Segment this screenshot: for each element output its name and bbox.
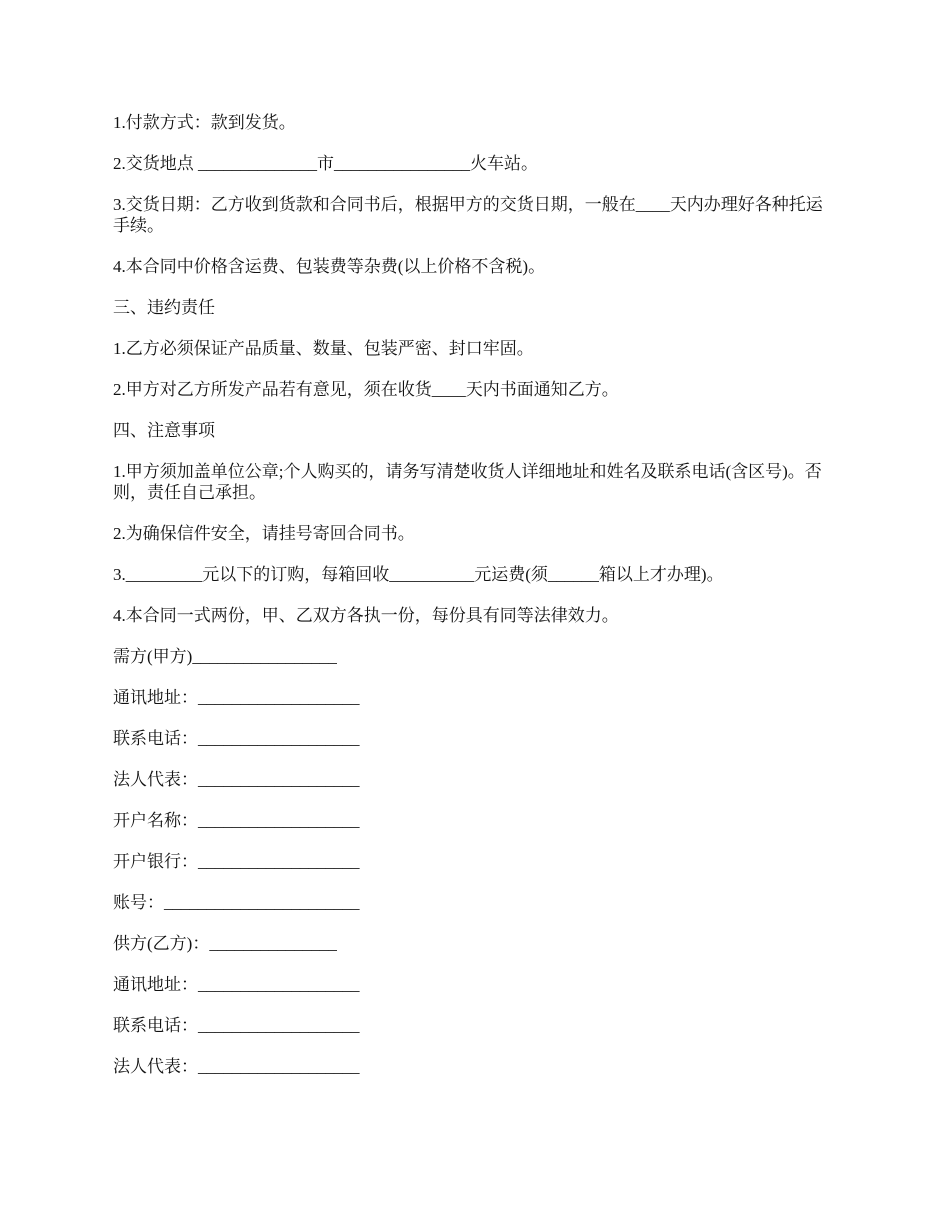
delivery-location-clause: 2.交货地点 ______________市________________火车站。 [113, 154, 538, 173]
liability-clause-1: 1.乙方必须保证产品质量、数量、包装严密、封口牢固。 [113, 339, 534, 358]
payment-method-clause: 1.付款方式：款到发货。 [113, 113, 296, 132]
notes-clause-1: 1.甲方须加盖单位公章;个人购买的，请务写清楚收货人详细地址和姓名及联系电话(含区号)。否则，责任自己承担。 [113, 462, 822, 502]
liability-clause-2: 2.甲方对乙方所发产品若有意见，须在收货____天内书面通知乙方。 [113, 380, 619, 399]
seller-party-line: 供方(乙方)：_______________ [113, 934, 337, 953]
buyer-account-number-line: 账号：_______________________ [113, 893, 360, 912]
buyer-phone-line: 联系电话：___________________ [113, 729, 360, 748]
notes-clause-4: 4.本合同一式两份，甲、乙双方各执一份，每份具有同等法律效力。 [113, 606, 619, 625]
buyer-address-line: 通讯地址：___________________ [113, 688, 360, 707]
seller-phone-line: 联系电话：___________________ [113, 1016, 360, 1035]
notes-clause-2: 2.为确保信件安全，请挂号寄回合同书。 [113, 524, 415, 543]
buyer-party-line: 需方(甲方)_________________ [113, 647, 337, 666]
seller-legal-rep-line: 法人代表：___________________ [113, 1057, 360, 1076]
delivery-date-clause: 3.交货日期：乙方收到货款和合同书后，根据甲方的交货日期，一般在____天内办理好各种托运手续。 [113, 195, 823, 235]
section-heading-notes: 四、注意事项 [113, 421, 215, 440]
seller-address-line: 通讯地址：___________________ [113, 975, 360, 994]
buyer-bank-line: 开户银行：___________________ [113, 852, 360, 871]
contract-page [113, 112, 838, 1097]
notes-clause-3: 3._________元以下的订购，每箱回收__________元运费(须______箱以上才办理)。 [113, 565, 724, 584]
buyer-account-name-line: 开户名称：___________________ [113, 811, 360, 830]
buyer-legal-rep-line: 法人代表：___________________ [113, 770, 360, 789]
section-heading-liability: 三、违约责任 [113, 298, 215, 317]
price-clause: 4.本合同中价格含运费、包装费等杂费(以上价格不含税)。 [113, 257, 546, 276]
